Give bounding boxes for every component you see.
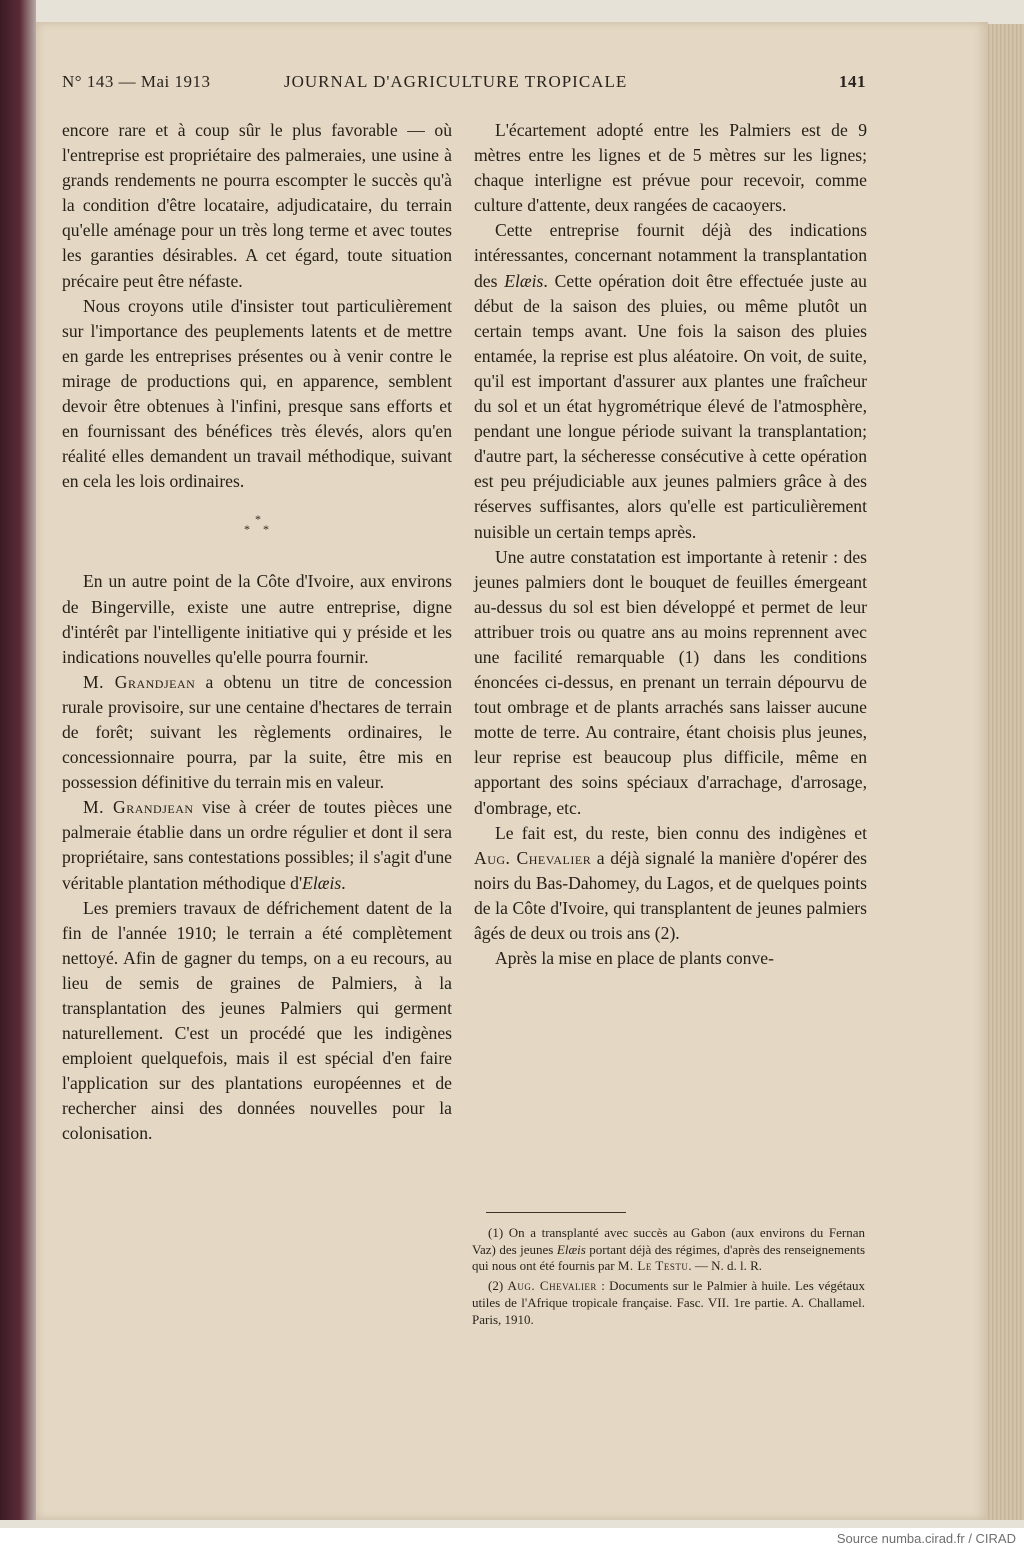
footnote-text: : Documents sur le Palmier à huile. Les végétaux utiles de l'Afrique tropicale française. Fasc. VII. 1re partie. A. Challamel. Paris, 1910. — [472, 1278, 865, 1327]
asterism-star: * — [263, 522, 269, 537]
binding-strip — [0, 0, 36, 1520]
asterism-star: * — [255, 512, 261, 527]
asterism-star: * — [244, 522, 250, 537]
paragraph: Une autre constatation est importante à retenir : des jeunes palmiers dont le bouquet de feuilles émergeant au-dessus du sol est bien développé et permet de leur attribuer trois ou quatre ans au moins reprennent avec une facilité remarquable (1) dans les conditions énoncées ci-dessus, en prenant un terrain dépourvu de tout ombrage et de plants arrachés sans laisser aucune motte de terre. Au contraire, étant choisis plus jeunes, leur reprise est beaucoup plus difficile, même en apportant des soins spéciaux d'arrachage, d'arrosage, d'ombrage, etc. — [474, 546, 867, 818]
running-header — [62, 72, 866, 98]
paragraph: encore rare et à coup sûr le plus favorable — où l'entreprise est propriétaire des palmeraies, une usine à grands rendements ne pourra escompter le succès qu'à la condition d'être locataire, adjudicataire, du terrain qu'elle aménage pour un très long terme et avec toutes les garanties désirables. A cet égard, toute situation précaire peut être néfaste. — [62, 120, 452, 291]
author-name: M. Le Testu — [617, 1258, 689, 1274]
right-column — [474, 118, 867, 971]
paragraph-text: a déjà signalé la manière d'opérer des noirs du Bas-Dahomey, du Lagos, et de quelques points de la Côte d'Ivoire, qui transplantent de jeunes palmiers âgés de deux ou trois ans (2). — [474, 847, 868, 943]
page-number: 141 — [839, 72, 866, 91]
footnote-2 — [472, 1278, 865, 1328]
footnotes — [472, 1225, 865, 1331]
paragraph: Après la mise en place de plants conve- — [495, 948, 774, 969]
author-name: Aug. Chevalier — [474, 847, 592, 868]
paragraph-text: . — [341, 872, 346, 893]
paragraph: En un autre point de la Côte d'Ivoire, aux environs de Bingerville, existe une autre entreprise, digne d'intérêt par l'intelligente initiative qui y préside et les indications nouvelles qu'elle pourra fournir. — [62, 571, 452, 667]
paragraph: Nous croyons utile d'insister tout particulièrement sur l'importance des peuplements latents et de mettre en garde les entreprises présentes ou à venir contre le mirage de productions qui, en apparence, semblent devoir être obtenues à l'infini, presque sans efforts et en fournissant des bénéfices très élevés, alors qu'en réalité elles demandent un travail méthodique, suivant en cela les lois ordinaires. — [62, 295, 452, 492]
paragraph-text: . Cette opération doit être effectuée juste au début de la saison des pluies, ou même plutôt un certain temps avant. Une fois la saison des pluies entamée, la reprise est plus aléatoire. On voit, de suite, qu'il est important d'assurer aux plantes une fraîcheur du sol et un état hygrométrique élevé de l'atmosphère, pendant une longue période suivant la transplantation; d'autre part, la sécheresse consécutive à cette opération est peu préjudiciable aux jeunes palmiers grâce à des réserves suffisantes, alors qu'elle est particulièrement nuisible un certain temps après. — [474, 270, 867, 542]
paragraph: L'écartement adopté entre les Palmiers est de 9 mètres entre les lignes et de 5 mètres sur les lignes; chaque interligne est prévue pour recevoir, comme culture d'attente, deux rangées de cacaoyers. — [474, 120, 867, 216]
species-name: Elæis — [302, 872, 342, 893]
author-name: M. Grandjean — [83, 797, 194, 818]
paragraph — [62, 795, 452, 895]
paragraph — [474, 821, 867, 946]
author-name: Aug. Chevalier — [507, 1278, 597, 1294]
paragraph: Les premiers travaux de défrichement datent de la fin de l'année 1910; le terrain a été complètement nettoyé. Afin de gagner du temps, on a eu recours, au lieu de semis de graines de Palmiers, à la transplantation des jeunes Palmiers qui germent naturellement. C'est un procédé que les indigènes emploient quelquefois, mais il est spécial d'en faire l'application sur des plantations européennes et de rechercher ainsi des données nouvelles pour la colonisation. — [62, 897, 452, 1144]
paragraph — [474, 218, 867, 544]
journal-title: JOURNAL D'AGRICULTURE TROPICALE — [284, 72, 628, 91]
footnote-1 — [472, 1225, 865, 1275]
paragraph — [62, 670, 452, 795]
asterism — [62, 494, 452, 569]
footnote-rule — [486, 1212, 626, 1213]
left-column — [62, 118, 452, 1147]
source-credit: Source numba.cirad.fr / CIRAD — [836, 1531, 1016, 1546]
paragraph-text: Le fait est, du reste, bien connu des indigènes et — [495, 822, 867, 843]
page-edges — [986, 24, 1024, 1520]
author-name: M. Grandjean — [83, 671, 196, 692]
species-name: Elæis — [556, 1241, 586, 1257]
paragraph-text: Cette entreprise fournit déjà des indications intéressantes, concernant notamment la transplantation des — [474, 220, 867, 291]
footnote-text: portant déjà des régimes, d'après des renseignements qui nous ont été fournis par — [472, 1241, 866, 1274]
footnote-text: (1) On a transplanté avec succès au Gabon (aux environs du Fernan Vaz) des jeunes — [472, 1225, 865, 1257]
paragraph-text: vise à créer de toutes pièces une palmeraie établie dans un ordre régulier et dont il sera propriétaire, sans contestations possibles; il s'agit d'une véritable plantation méthodique d' — [62, 797, 453, 893]
issue-number: N° 143 — Mai 1913 — [62, 72, 211, 91]
paragraph-text: a obtenu un titre de concession rurale provisoire, sur une centaine d'hectares de terrain de forêt; suivant les règlements ordinaires, le concessionnaire pourra, par la suite, être mis en possession définitive du terrain mis en valeur. — [62, 671, 452, 793]
species-name: Elæis — [504, 270, 544, 291]
footnote-text: (2) — [488, 1278, 508, 1294]
footnote-text: . — N. d. l. R. — [688, 1258, 763, 1274]
